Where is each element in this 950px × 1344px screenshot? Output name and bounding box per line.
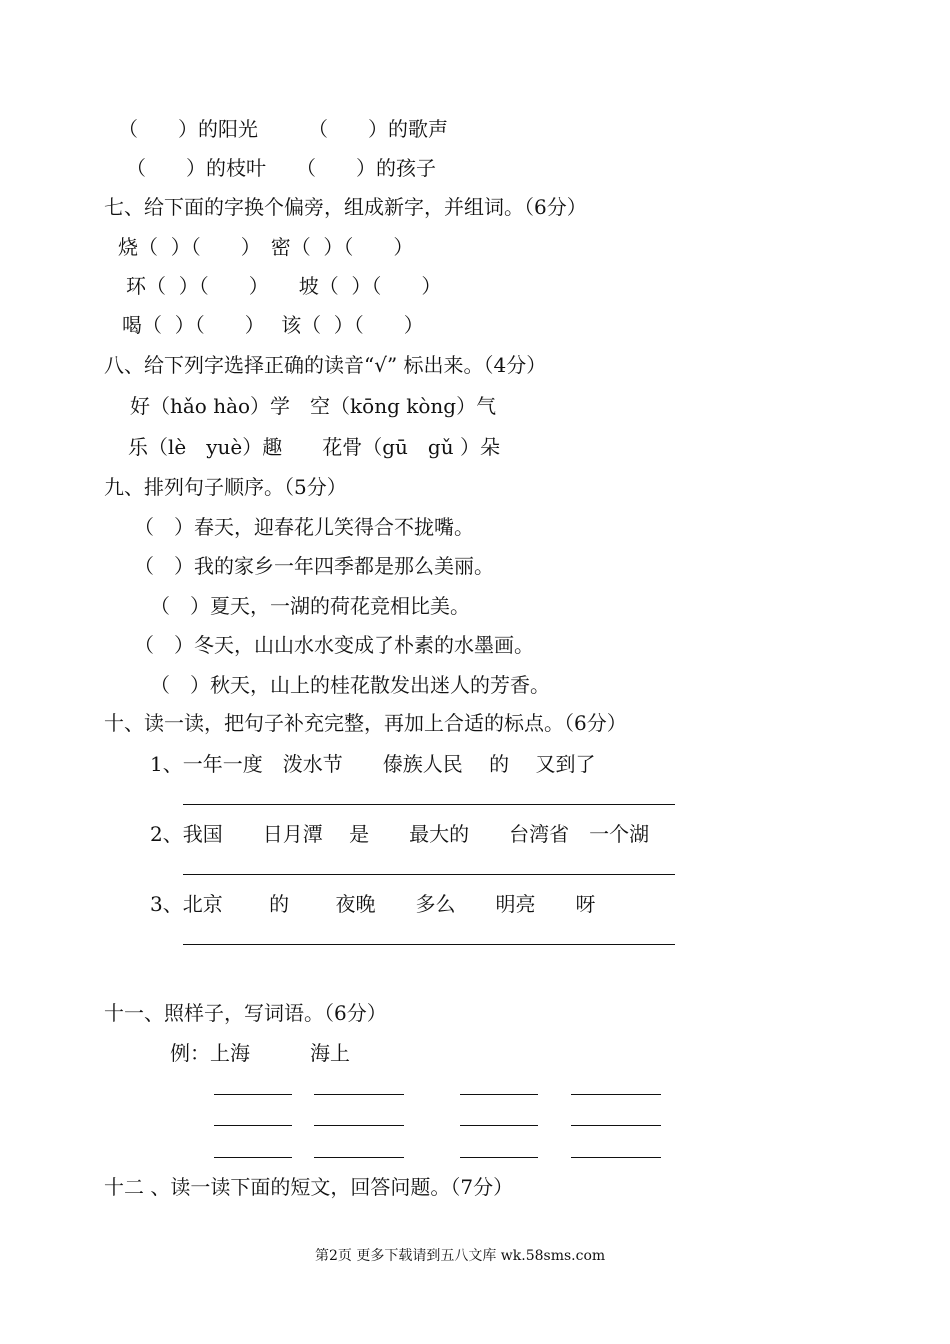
section-10-row-3: 3、北京 的 夜晚 多么 明亮 呀 bbox=[150, 892, 596, 916]
answer-line-2[interactable] bbox=[183, 874, 675, 875]
word-blank[interactable] bbox=[571, 1125, 661, 1126]
page-footer: 第2页 更多下载请到五八文库 wk.58sms.com bbox=[315, 1248, 606, 1264]
section-8-row-2: 乐（lè yuè）趣 花骨（gū gǔ ）朵 bbox=[128, 435, 500, 459]
word-blank[interactable] bbox=[571, 1094, 661, 1095]
section-10-title: 十、读一读，把句子补充完整，再加上合适的标点。（6分） bbox=[104, 711, 627, 735]
answer-line-1[interactable] bbox=[183, 804, 675, 805]
word-blank[interactable] bbox=[460, 1125, 538, 1126]
section-12-title: 十二 、读一读下面的短文，回答问题。（7分） bbox=[104, 1175, 514, 1199]
section-7-row-2: 环（ ）（ ） 坡（ ）（ ） bbox=[126, 274, 442, 298]
word-blank[interactable] bbox=[314, 1157, 404, 1158]
section-9-row-3: （ ）夏天，一湖的荷花竞相比美。 bbox=[150, 594, 470, 618]
section-8-row-1: 好（hǎo hào）学 空（kōng kòng）气 bbox=[130, 394, 497, 418]
section-7-row-3: 喝（ ）（ ） 该（ ）（ ） bbox=[122, 313, 424, 337]
word-blank[interactable] bbox=[214, 1157, 292, 1158]
section-7-title: 七、给下面的字换个偏旁，组成新字，并组词。（6分） bbox=[104, 195, 587, 219]
section-10-row-2: 2、我国 日月潭 是 最大的 台湾省 一个湖 bbox=[150, 822, 650, 846]
section-10-row-1: 1、一年一度 泼水节 傣族人民 的 又到了 bbox=[150, 752, 596, 776]
word-blank[interactable] bbox=[314, 1125, 404, 1126]
section-11-example: 例：上海 海上 bbox=[170, 1041, 350, 1065]
word-blank[interactable] bbox=[314, 1094, 404, 1095]
section-9-row-2: （ ）我的家乡一年四季都是那么美丽。 bbox=[134, 554, 494, 578]
section-7-row-1: 烧（ ）（ ） 密（ ）（ ） bbox=[118, 235, 414, 259]
section-8-title: 八、给下列字选择正确的读音“√” 标出来。（4分） bbox=[104, 353, 547, 377]
section-9-row-1: （ ）春天，迎春花儿笑得合不拢嘴。 bbox=[134, 515, 474, 539]
fill-line-2: （ ）的枝叶 （ ）的孩子 bbox=[126, 156, 436, 180]
word-blank[interactable] bbox=[214, 1125, 292, 1126]
word-blank[interactable] bbox=[571, 1157, 661, 1158]
section-9-row-4: （ ）冬天，山山水水变成了朴素的水墨画。 bbox=[134, 633, 534, 657]
word-blank[interactable] bbox=[460, 1157, 538, 1158]
section-11-title: 十一、照样子，写词语。（6分） bbox=[104, 1001, 387, 1025]
section-9-row-5: （ ）秋天，山上的桂花散发出迷人的芳香。 bbox=[150, 673, 550, 697]
section-9-title: 九、排列句子顺序。（5分） bbox=[104, 475, 347, 499]
word-blank[interactable] bbox=[460, 1094, 538, 1095]
answer-line-3[interactable] bbox=[183, 944, 675, 945]
fill-line-1: （ ）的阳光 （ ）的歌声 bbox=[118, 117, 448, 141]
word-blank[interactable] bbox=[214, 1094, 292, 1095]
